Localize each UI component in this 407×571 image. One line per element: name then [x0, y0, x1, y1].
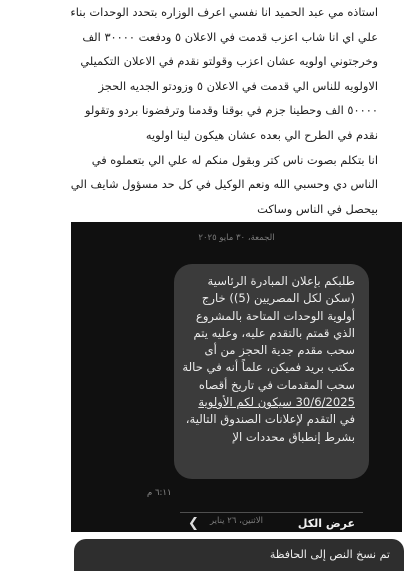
view-all-button[interactable]: عرض الكل [297, 517, 355, 530]
clipboard-toast [74, 539, 404, 571]
post-line: انا بتكلم بصوت ناس كتر وبقول منكم له علي الي بتعملوه في [91, 152, 378, 167]
message-line: سحب المقدمات في تاريخ أقصاه [198, 377, 355, 392]
date-header-bottom: الاثنين، ٢٦ يناير [209, 516, 264, 526]
chevron-left-icon[interactable]: ❮ [188, 516, 199, 531]
message-line: في التقدم لإعلانات الصندوق التالية، [185, 412, 355, 427]
message-line: بشرط إنطباق محددات الإ [232, 429, 355, 444]
message-line: الذي قمتم بالتقدم عليه، وعليه يتم [193, 325, 355, 340]
post-line: نقدم في الطرح الي بعده عشان هيكون لينا اولويه [145, 127, 378, 142]
post-line: ٥٠٠٠٠ الف وحطينا جزم في بوقنا وقدمنا وترفضونا بردو وتقولو [84, 103, 378, 118]
post-line: الناس دي وحسبي الله ونعم الوكيل في كل حد مسؤول شايف الي [70, 177, 378, 192]
message-line: طلبكم بإعلان المبادرة الرئاسية [207, 274, 355, 288]
message-line: سحب مقدم جدية الحجز من أى [204, 343, 355, 358]
post-line: استاذه مي عبد الحميد انا نفسي اعرف الوزاره بتحدد الوحدات بناء [70, 5, 378, 19]
message-line: أولوية الوحدات المتاحة بالمشروع [195, 308, 355, 323]
sms-screenshot[interactable] [71, 222, 402, 532]
message-time: ٦:١١ م [147, 488, 172, 498]
message-line: مكتب بريد فميكن، علماً أنه في حالة [182, 360, 355, 375]
post-line: علي اي انا شاب اعزب قدمت في الاعلان ٥ ودفعت ٣٠٠٠٠ الف [82, 29, 378, 44]
post-line: بيحصل في الناس وساكت [257, 201, 378, 216]
sms-message-text [183, 273, 355, 446]
message-line: 30/6/2025 سيكون لكم الأولوية [198, 395, 355, 410]
message-line: (سكن لكل المصريين (5)) خارج [201, 291, 355, 306]
date-header-top: الجمعة، ٣٠ مايو ٢٠٢٥ [198, 233, 275, 243]
post-line: وخرجتوني اولويه عشان اعزب وقولتو نقدم في الاعلان التكميلي [80, 54, 378, 69]
post-line: الاولويه للناس الي قدمت في الاعلان ٥ وزودتو الجديه الحجز [98, 78, 378, 93]
toast-text: تم نسخ النص إلى الحافظة [269, 548, 390, 561]
post-text [38, 0, 378, 221]
